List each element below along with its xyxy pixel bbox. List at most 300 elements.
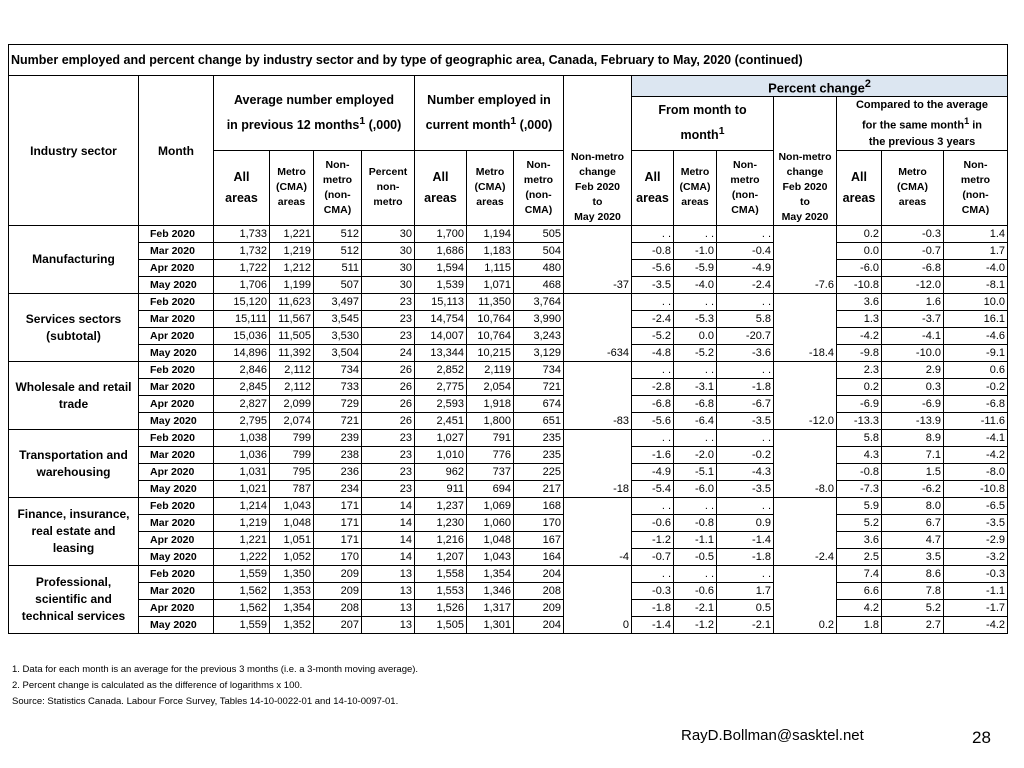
value-cell: . .: [717, 226, 774, 243]
value-cell: 651: [514, 413, 564, 430]
value-cell: 1,051: [270, 532, 314, 549]
value-cell: -12.0: [882, 277, 944, 294]
value-cell: . .: [674, 566, 717, 583]
value-cell: -6.8: [882, 260, 944, 277]
value-cell: -1.8: [717, 379, 774, 396]
value-cell: 0.0: [837, 243, 882, 260]
value-cell: 1,031: [214, 464, 270, 481]
value-cell: 1,562: [214, 583, 270, 600]
value-cell: 217: [514, 481, 564, 498]
value-cell: 11,567: [270, 311, 314, 328]
value-cell: 1,060: [467, 515, 514, 532]
col-metro: Metro (CMA) areas: [674, 150, 717, 226]
value-cell: 1.8: [837, 617, 882, 634]
value-cell: [774, 328, 837, 345]
value-cell: 1.7: [717, 583, 774, 600]
value-cell: 3,129: [514, 345, 564, 362]
value-cell: -6.0: [674, 481, 717, 498]
value-cell: [564, 515, 632, 532]
value-cell: 16.1: [944, 311, 1008, 328]
value-cell: -13.9: [882, 413, 944, 430]
value-cell: 2.7: [882, 617, 944, 634]
value-cell: -4.8: [632, 345, 674, 362]
value-cell: -6.8: [944, 396, 1008, 413]
value-cell: 2,112: [270, 362, 314, 379]
value-cell: -0.2: [717, 447, 774, 464]
value-cell: -8.0: [944, 464, 1008, 481]
value-cell: -4.9: [717, 260, 774, 277]
value-cell: -5.3: [674, 311, 717, 328]
value-cell: 721: [314, 413, 362, 430]
value-cell: -4.2: [944, 447, 1008, 464]
value-cell: 0.9: [717, 515, 774, 532]
month-cell: Mar 2020: [139, 379, 214, 396]
table-row: [9, 243, 1008, 260]
value-cell: 799: [270, 447, 314, 464]
value-cell: 1,214: [214, 498, 270, 515]
value-cell: 14,754: [415, 311, 467, 328]
value-cell: 10,764: [467, 311, 514, 328]
sector-name: Finance, insurance, real estate and leasing: [9, 498, 139, 566]
table-row: [9, 413, 1008, 430]
value-cell: 1,199: [270, 277, 314, 294]
value-cell: 468: [514, 277, 564, 294]
value-cell: 674: [514, 396, 564, 413]
value-cell: 6.6: [837, 583, 882, 600]
header-row-1: [9, 76, 1008, 97]
value-cell: 11,623: [270, 294, 314, 311]
title-row: [9, 45, 1008, 76]
value-cell: 3,497: [314, 294, 362, 311]
header-spacer: [774, 97, 837, 151]
value-cell: 480: [514, 260, 564, 277]
table-row: [9, 617, 1008, 634]
value-cell: -3.2: [944, 549, 1008, 566]
value-cell: -18: [564, 481, 632, 498]
table-row: [9, 515, 1008, 532]
value-cell: 2.9: [882, 362, 944, 379]
value-cell: -5.6: [632, 413, 674, 430]
month-cell: Apr 2020: [139, 464, 214, 481]
value-cell: 1,048: [270, 515, 314, 532]
value-cell: 3,764: [514, 294, 564, 311]
value-cell: 1,036: [214, 447, 270, 464]
value-cell: -6.8: [632, 396, 674, 413]
table-row: [9, 583, 1008, 600]
value-cell: 14: [362, 532, 415, 549]
table-row: [9, 396, 1008, 413]
table-row: [9, 345, 1008, 362]
value-cell: -4: [564, 549, 632, 566]
month-cell: May 2020: [139, 481, 214, 498]
value-cell: 14: [362, 515, 415, 532]
value-cell: -2.4: [717, 277, 774, 294]
col-non-metro: Non- metro (non- CMA): [514, 150, 564, 226]
value-cell: 512: [314, 226, 362, 243]
value-cell: 2,451: [415, 413, 467, 430]
month-cell: Apr 2020: [139, 396, 214, 413]
value-cell: -1.0: [674, 243, 717, 260]
value-cell: . .: [717, 498, 774, 515]
value-cell: 23: [362, 481, 415, 498]
value-cell: -3.7: [882, 311, 944, 328]
value-cell: [774, 362, 837, 379]
value-cell: [774, 464, 837, 481]
value-cell: 2,099: [270, 396, 314, 413]
value-cell: -1.2: [632, 532, 674, 549]
value-cell: 209: [314, 566, 362, 583]
value-cell: 1,027: [415, 430, 467, 447]
col-all-areas: All areas: [632, 150, 674, 226]
value-cell: 1,559: [214, 617, 270, 634]
table-row: [9, 566, 1008, 583]
value-cell: 26: [362, 413, 415, 430]
value-cell: [564, 583, 632, 600]
value-cell: 1,219: [214, 515, 270, 532]
col-non-metro: Non- metro (non- CMA): [944, 150, 1008, 226]
value-cell: -2.0: [674, 447, 717, 464]
table-row: [9, 379, 1008, 396]
value-cell: 14: [362, 498, 415, 515]
value-cell: [564, 532, 632, 549]
value-cell: -4.1: [944, 430, 1008, 447]
current-employed-header: [415, 76, 564, 151]
value-cell: [774, 498, 837, 515]
col-all-areas: All areas: [837, 150, 882, 226]
value-cell: [564, 566, 632, 583]
table-row: [9, 464, 1008, 481]
footnote-1: 1. Data for each month is an average for the previous 3 months (i.e. a 3-month moving average).: [12, 664, 419, 675]
compared-average-line2: [839, 113, 1005, 134]
value-cell: 1,317: [467, 600, 514, 617]
value-cell: [774, 566, 837, 583]
value-cell: 13: [362, 617, 415, 634]
value-cell: -3.6: [717, 345, 774, 362]
value-cell: 791: [467, 430, 514, 447]
employment-table: [8, 44, 1008, 634]
value-cell: 207: [314, 617, 362, 634]
table-row: [9, 447, 1008, 464]
industry-sector-header: Industry sector: [9, 76, 139, 226]
month-to-month-text: month: [680, 128, 719, 143]
percent-change-label: Percent change: [768, 80, 865, 96]
value-cell: -1.2: [674, 617, 717, 634]
value-cell: -3.5: [632, 277, 674, 294]
value-cell: . .: [674, 362, 717, 379]
value-cell: 0.0: [674, 328, 717, 345]
value-cell: -3.5: [944, 515, 1008, 532]
value-cell: 1,069: [467, 498, 514, 515]
value-cell: 238: [314, 447, 362, 464]
value-cell: 204: [514, 566, 564, 583]
value-cell: -0.6: [632, 515, 674, 532]
value-cell: 1,043: [467, 549, 514, 566]
value-cell: 208: [314, 600, 362, 617]
value-cell: 1,594: [415, 260, 467, 277]
avg-employed-header: [214, 76, 415, 151]
value-cell: . .: [717, 362, 774, 379]
value-cell: 171: [314, 515, 362, 532]
value-cell: 1,237: [415, 498, 467, 515]
value-cell: 1,212: [270, 260, 314, 277]
value-cell: [774, 243, 837, 260]
value-cell: [564, 311, 632, 328]
value-cell: . .: [632, 430, 674, 447]
value-cell: 1,722: [214, 260, 270, 277]
value-cell: 799: [270, 430, 314, 447]
value-cell: 15,036: [214, 328, 270, 345]
value-cell: 721: [514, 379, 564, 396]
value-cell: 1,700: [415, 226, 467, 243]
value-cell: 2,119: [467, 362, 514, 379]
value-cell: [564, 243, 632, 260]
value-cell: -6.9: [837, 396, 882, 413]
value-cell: 507: [314, 277, 362, 294]
value-cell: -0.3: [882, 226, 944, 243]
value-cell: -10.8: [837, 277, 882, 294]
value-cell: 13: [362, 583, 415, 600]
value-cell: 209: [314, 583, 362, 600]
value-cell: 1,686: [415, 243, 467, 260]
month-cell: Apr 2020: [139, 328, 214, 345]
value-cell: 2,827: [214, 396, 270, 413]
value-cell: 729: [314, 396, 362, 413]
value-cell: 3,504: [314, 345, 362, 362]
value-cell: 8.0: [882, 498, 944, 515]
month-to-month-line1: From month to: [658, 103, 747, 118]
value-cell: 2,593: [415, 396, 467, 413]
value-cell: 1,733: [214, 226, 270, 243]
table-row: [9, 600, 1008, 617]
value-cell: 3.6: [837, 294, 882, 311]
value-cell: 239: [314, 430, 362, 447]
value-cell: . .: [632, 498, 674, 515]
value-cell: . .: [674, 226, 717, 243]
value-cell: 776: [467, 447, 514, 464]
month-cell: Apr 2020: [139, 532, 214, 549]
value-cell: [774, 430, 837, 447]
source-note: Source: Statistics Canada. Labour Force Survey, Tables 14-10-0022-01 and 14-10-0097-01.: [12, 696, 399, 707]
value-cell: 2,845: [214, 379, 270, 396]
value-cell: -4.6: [944, 328, 1008, 345]
value-cell: -1.4: [632, 617, 674, 634]
value-cell: 236: [314, 464, 362, 481]
value-cell: -6.9: [882, 396, 944, 413]
value-cell: -1.8: [717, 549, 774, 566]
value-cell: -5.4: [632, 481, 674, 498]
value-cell: 11,392: [270, 345, 314, 362]
value-cell: 8.9: [882, 430, 944, 447]
value-cell: -1.6: [632, 447, 674, 464]
value-cell: 204: [514, 617, 564, 634]
sector-name: Professional, scientific and technical services: [9, 566, 139, 634]
month-cell: Mar 2020: [139, 243, 214, 260]
value-cell: -5.2: [674, 345, 717, 362]
value-cell: 15,120: [214, 294, 270, 311]
value-cell: 4.7: [882, 532, 944, 549]
value-cell: 2.3: [837, 362, 882, 379]
value-cell: -10.0: [882, 345, 944, 362]
value-cell: -5.6: [632, 260, 674, 277]
footnote-1-marker: 1: [359, 115, 366, 127]
value-cell: 0: [564, 617, 632, 634]
value-cell: [564, 464, 632, 481]
value-cell: -10.8: [944, 481, 1008, 498]
value-cell: [774, 260, 837, 277]
table-title: Number employed and percent change by industry sector and by type of geographic area, Canada, February to May, 2020 (continued): [9, 45, 1008, 76]
value-cell: 30: [362, 260, 415, 277]
value-cell: 1,346: [467, 583, 514, 600]
value-cell: -12.0: [774, 413, 837, 430]
value-cell: . .: [632, 362, 674, 379]
value-cell: 23: [362, 464, 415, 481]
month-cell: Feb 2020: [139, 226, 214, 243]
compared-average-text: for the same month: [862, 119, 965, 132]
table-row: [9, 481, 1008, 498]
current-employed-text: current month: [425, 117, 511, 132]
compared-average-header: [837, 97, 1008, 151]
value-cell: 1,221: [270, 226, 314, 243]
value-cell: 7.1: [882, 447, 944, 464]
value-cell: 30: [362, 243, 415, 260]
value-cell: 6.7: [882, 515, 944, 532]
value-cell: 1,539: [415, 277, 467, 294]
value-cell: -0.2: [944, 379, 1008, 396]
value-cell: 1.4: [944, 226, 1008, 243]
value-cell: -2.4: [774, 549, 837, 566]
value-cell: -7.6: [774, 277, 837, 294]
value-cell: -9.1: [944, 345, 1008, 362]
col-all-areas: All areas: [415, 150, 467, 226]
value-cell: 26: [362, 396, 415, 413]
col-non-metro: Non- metro (non- CMA): [717, 150, 774, 226]
value-cell: 0.2: [837, 226, 882, 243]
value-cell: 0.6: [944, 362, 1008, 379]
value-cell: -20.7: [717, 328, 774, 345]
value-cell: -2.9: [944, 532, 1008, 549]
value-cell: 1.3: [837, 311, 882, 328]
value-cell: -0.3: [944, 566, 1008, 583]
value-cell: -6.4: [674, 413, 717, 430]
value-cell: 13: [362, 600, 415, 617]
value-cell: [774, 396, 837, 413]
col-metro: Metro (CMA) areas: [467, 150, 514, 226]
month-to-month-line2: [634, 121, 771, 146]
value-cell: 14,896: [214, 345, 270, 362]
value-cell: 30: [362, 277, 415, 294]
value-cell: -5.9: [674, 260, 717, 277]
avg-employed-unit: (,000): [365, 117, 402, 132]
value-cell: [774, 311, 837, 328]
value-cell: . .: [674, 294, 717, 311]
current-employed-unit: (,000): [516, 117, 553, 132]
value-cell: 1,800: [467, 413, 514, 430]
value-cell: -8.1: [944, 277, 1008, 294]
value-cell: -1.7: [944, 600, 1008, 617]
value-cell: -3.5: [717, 413, 774, 430]
value-cell: -0.7: [882, 243, 944, 260]
value-cell: 1,353: [270, 583, 314, 600]
col-metro: Metro (CMA) areas: [270, 150, 314, 226]
value-cell: -5.2: [632, 328, 674, 345]
month-cell: Feb 2020: [139, 498, 214, 515]
value-cell: [564, 260, 632, 277]
compared-average-line1: Compared to the average: [855, 99, 989, 111]
month-cell: May 2020: [139, 345, 214, 362]
value-cell: 11,350: [467, 294, 514, 311]
table-row: [9, 294, 1008, 311]
value-cell: 164: [514, 549, 564, 566]
header-spacer: [564, 76, 632, 151]
value-cell: -0.5: [674, 549, 717, 566]
value-cell: 1,553: [415, 583, 467, 600]
value-cell: -3.1: [674, 379, 717, 396]
avg-employed-line1: Average number employed: [233, 92, 394, 107]
value-cell: 170: [314, 549, 362, 566]
footnote-1-marker: 1: [718, 126, 725, 138]
value-cell: 1,194: [467, 226, 514, 243]
value-cell: -7.3: [837, 481, 882, 498]
value-cell: -37: [564, 277, 632, 294]
sector-name: Manufacturing: [9, 226, 139, 294]
value-cell: 167: [514, 532, 564, 549]
value-cell: 2,846: [214, 362, 270, 379]
value-cell: 235: [514, 430, 564, 447]
value-cell: 733: [314, 379, 362, 396]
month-cell: May 2020: [139, 413, 214, 430]
avg-employed-line2: [216, 111, 412, 136]
value-cell: -4.0: [674, 277, 717, 294]
current-employed-line2: [417, 111, 561, 136]
value-cell: 1.6: [882, 294, 944, 311]
table-row: [9, 311, 1008, 328]
value-cell: 2,795: [214, 413, 270, 430]
value-cell: [774, 515, 837, 532]
avg-employed-text: in previous 12 months: [226, 117, 360, 132]
value-cell: 4.2: [837, 600, 882, 617]
value-cell: [564, 498, 632, 515]
author-email: RayD.Bollman@sasktel.net: [681, 727, 864, 744]
value-cell: 795: [270, 464, 314, 481]
month-cell: Feb 2020: [139, 566, 214, 583]
value-cell: 1,354: [270, 600, 314, 617]
value-cell: 1,052: [270, 549, 314, 566]
month-cell: Apr 2020: [139, 600, 214, 617]
value-cell: 23: [362, 430, 415, 447]
current-employed-line1: Number employed in: [427, 92, 551, 107]
value-cell: -0.8: [674, 515, 717, 532]
value-cell: -0.7: [632, 549, 674, 566]
footnote-2-marker: 2: [864, 77, 871, 90]
value-cell: -1.1: [674, 532, 717, 549]
value-cell: [774, 226, 837, 243]
value-cell: 1,352: [270, 617, 314, 634]
value-cell: -5.1: [674, 464, 717, 481]
value-cell: 7.4: [837, 566, 882, 583]
page-number: 28: [972, 728, 991, 747]
value-cell: 512: [314, 243, 362, 260]
value-cell: -8.0: [774, 481, 837, 498]
value-cell: -3.5: [717, 481, 774, 498]
value-cell: 1,301: [467, 617, 514, 634]
value-cell: 14: [362, 549, 415, 566]
value-cell: 1.5: [882, 464, 944, 481]
value-cell: -1.1: [944, 583, 1008, 600]
value-cell: 5.8: [837, 430, 882, 447]
month-cell: May 2020: [139, 617, 214, 634]
value-cell: 1,048: [467, 532, 514, 549]
value-cell: 1,043: [270, 498, 314, 515]
